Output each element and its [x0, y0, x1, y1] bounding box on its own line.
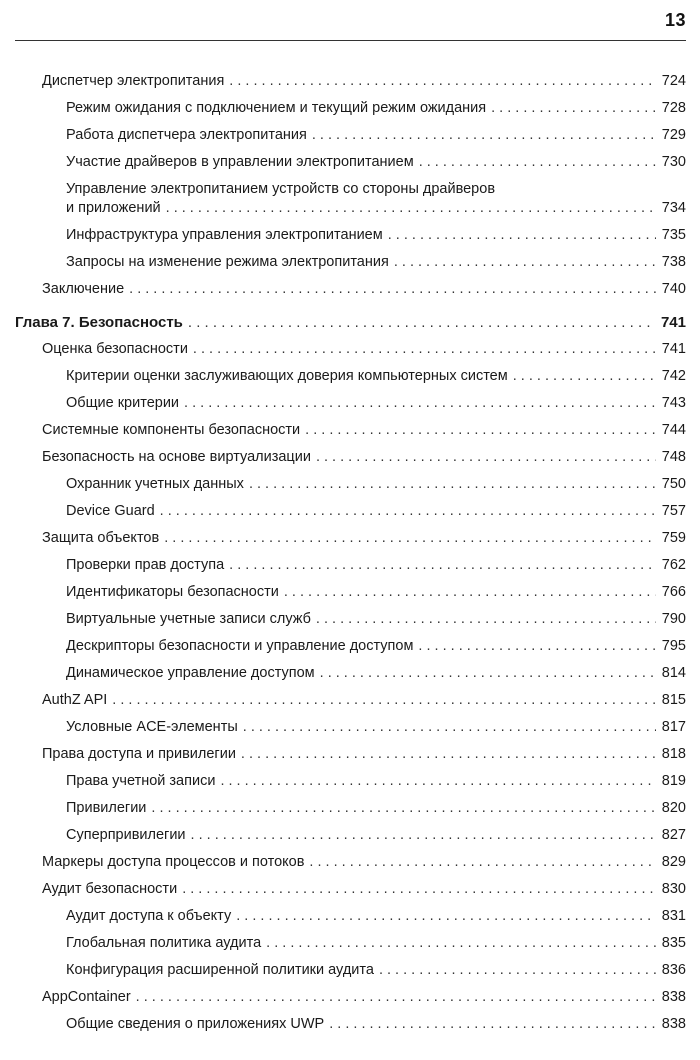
toc-entry-title: Диспетчер электропитания: [42, 73, 225, 89]
toc-entry-title: Права доступа и привилегии: [42, 746, 236, 762]
dot-leader: [388, 226, 656, 245]
toc-entry-page: 817: [661, 719, 686, 735]
toc-entry-title: Запросы на изменение режима электропитания: [66, 254, 389, 270]
dot-leader: [513, 367, 656, 386]
toc-entry-title: Глобальная политика аудита: [66, 935, 262, 951]
toc-entry-title: Конфигурация расширенной политики аудита: [66, 962, 374, 978]
dot-leader: [129, 280, 656, 299]
dot-leader: [191, 826, 656, 845]
dot-leader: [316, 448, 656, 467]
dot-leader: [184, 394, 656, 413]
toc-entry: [0, 394, 700, 413]
dot-leader: [193, 340, 656, 359]
toc-entry: [0, 880, 700, 899]
toc-entry-title: Защита объектов: [42, 530, 160, 546]
toc-entry-title: Критерии оценки заслуживающих доверия компьютерных систем: [66, 368, 508, 384]
dot-leader: [243, 718, 656, 737]
toc-entry-page: 795: [661, 638, 686, 654]
toc-entry-title: Проверки прав доступа: [66, 557, 225, 573]
toc-entry-title: Оценка безопасности: [42, 341, 188, 357]
toc-entry: [0, 907, 700, 926]
toc-entry-title: Работа диспетчера электропитания: [66, 127, 307, 143]
toc-entry-page: 815: [661, 692, 686, 708]
toc-entry-title: AuthZ API: [42, 692, 108, 708]
toc-entry-title: Системные компоненты безопасности: [42, 422, 301, 438]
dot-leader: [236, 907, 656, 926]
toc-entry-title: Участие драйверов в управлении электропитанием: [66, 154, 414, 170]
toc-chapter-entry: [0, 313, 700, 332]
toc-entry: [0, 340, 700, 359]
toc-entry-title: Динамическое управление доступом: [66, 665, 315, 681]
toc-entry-title: Глава 7. Безопасность: [15, 314, 183, 331]
toc-entry-title: Заключение: [42, 281, 125, 297]
toc-entry-title: Режим ожидания с подключением и текущий режим ожидания: [66, 100, 487, 116]
toc-entry-page: 735: [661, 227, 686, 243]
toc-entry: [0, 637, 700, 656]
toc-entry: [0, 253, 700, 272]
toc-entry-page: 814: [661, 665, 686, 681]
dot-leader: [166, 199, 656, 218]
toc-entry: [0, 153, 700, 172]
toc-entry: [0, 799, 700, 818]
dot-leader: [229, 72, 656, 91]
toc-entry-title: Идентификаторы безопасности: [66, 584, 279, 600]
toc-entry-title-line1: Управление электропитанием устройств со стороны драйверов: [66, 181, 496, 197]
toc-entry-page: 738: [661, 254, 686, 270]
toc-entry-page: 827: [661, 827, 686, 843]
toc-entry: [0, 99, 700, 118]
toc-entry-title: Права учетной записи: [66, 773, 216, 789]
toc-entry: [0, 556, 700, 575]
toc-entry-title: Привилегии: [66, 800, 147, 816]
toc-entry: [0, 367, 700, 386]
toc-entry-page: 762: [661, 557, 686, 573]
dot-leader: [491, 99, 656, 118]
dot-leader: [329, 1015, 656, 1034]
toc-entry-page: 838: [661, 1016, 686, 1032]
toc-entry: [0, 72, 700, 91]
toc-entry: [0, 745, 700, 764]
dot-leader: [151, 799, 656, 818]
toc-entry-title: Device Guard: [66, 503, 155, 519]
toc-entry-title: Суперпривилегии: [66, 827, 186, 843]
header-rule: [15, 40, 686, 41]
dot-leader: [312, 126, 656, 145]
toc-entry-page: 734: [661, 200, 686, 216]
dot-leader: [241, 745, 656, 764]
dot-leader: [160, 502, 656, 521]
toc-entry-title: Общие критерии: [66, 395, 180, 411]
dot-leader: [220, 772, 656, 791]
toc-entry: [0, 1015, 700, 1034]
toc-entry-page: 742: [661, 368, 686, 384]
toc-entry-page: 741: [661, 341, 686, 357]
dot-leader: [394, 253, 656, 272]
toc-entry: [0, 772, 700, 791]
dot-leader: [266, 934, 656, 953]
toc-entry-page: 750: [661, 476, 686, 492]
page-number: 13: [664, 10, 686, 30]
toc-entry: [0, 421, 700, 440]
dot-leader: [182, 880, 656, 899]
toc-entry-page: 724: [661, 73, 686, 89]
toc-entry-page: 743: [661, 395, 686, 411]
dot-leader: [249, 475, 656, 494]
toc-entry: [0, 718, 700, 737]
toc-entry-page: 740: [661, 281, 686, 297]
toc-entry-title: Безопасность на основе виртуализации: [42, 449, 311, 465]
toc-entry-page: 829: [661, 854, 686, 870]
toc-entry-page: 766: [661, 584, 686, 600]
toc-entry-page: 728: [661, 100, 686, 116]
dot-leader: [112, 691, 656, 710]
toc-entry-title: Дескрипторы безопасности и управление доступом: [66, 638, 414, 654]
dot-leader: [379, 961, 656, 980]
toc-entry-page: 838: [661, 989, 686, 1005]
toc-entry: [0, 853, 700, 872]
dot-leader: [316, 610, 656, 629]
toc-entry-title: и приложений: [66, 200, 161, 216]
toc-entry-title: Аудит доступа к объекту: [66, 908, 232, 924]
toc-entry-page: 835: [661, 935, 686, 951]
toc-entry-page: 836: [661, 962, 686, 978]
toc-entry-title: Виртуальные учетные записи служб: [66, 611, 311, 627]
dot-leader: [419, 153, 656, 172]
dot-leader: [164, 529, 656, 548]
toc-entry-title: Общие сведения о приложениях UWP: [66, 1016, 325, 1032]
dot-leader: [418, 637, 656, 656]
toc-entry-title: AppContainer: [42, 989, 131, 1005]
toc-entry-page: 744: [661, 422, 686, 438]
toc-entry: [0, 226, 700, 245]
toc-entry-title: Охранник учетных данных: [66, 476, 244, 492]
toc-entry-page: 741: [660, 314, 686, 331]
toc-entry: [0, 934, 700, 953]
toc-entry: [0, 988, 700, 1007]
toc-entry-page: 790: [661, 611, 686, 627]
dot-leader: [136, 988, 656, 1007]
toc-entry-page: 759: [661, 530, 686, 546]
toc-entry-page: 831: [661, 908, 686, 924]
toc-entry: [0, 583, 700, 602]
dot-leader: [229, 556, 656, 575]
toc-entry: [0, 664, 700, 683]
toc-entry-page: 819: [661, 773, 686, 789]
toc-entry: [0, 475, 700, 494]
toc-entry-page: 730: [661, 154, 686, 170]
toc-entry-page: 830: [661, 881, 686, 897]
toc-entry-page: 748: [661, 449, 686, 465]
toc-entry-page: 757: [661, 503, 686, 519]
toc-entry-page: 820: [661, 800, 686, 816]
toc-entry: [0, 826, 700, 845]
toc-entry-title: Аудит безопасности: [42, 881, 178, 897]
dot-leader: [309, 853, 656, 872]
toc-entry-page: 818: [661, 746, 686, 762]
toc-entry-title: Маркеры доступа процессов и потоков: [42, 854, 305, 870]
toc-entry-title: Инфраструктура управления электропитанием: [66, 227, 383, 243]
dot-leader: [188, 313, 656, 332]
dot-leader: [320, 664, 656, 683]
table-of-contents: [0, 72, 700, 1042]
dot-leader: [284, 583, 656, 602]
toc-entry: [0, 126, 700, 145]
toc-entry: [0, 448, 700, 467]
toc-entry: [0, 610, 700, 629]
toc-entry: [0, 280, 700, 299]
toc-entry-page: 729: [661, 127, 686, 143]
toc-entry: [0, 691, 700, 710]
toc-entry: [0, 529, 700, 548]
toc-entry: [0, 502, 700, 521]
toc-entry: [0, 961, 700, 980]
dot-leader: [305, 421, 656, 440]
toc-entry: [0, 180, 700, 218]
toc-entry-title: Условные ACE-элементы: [66, 719, 238, 735]
